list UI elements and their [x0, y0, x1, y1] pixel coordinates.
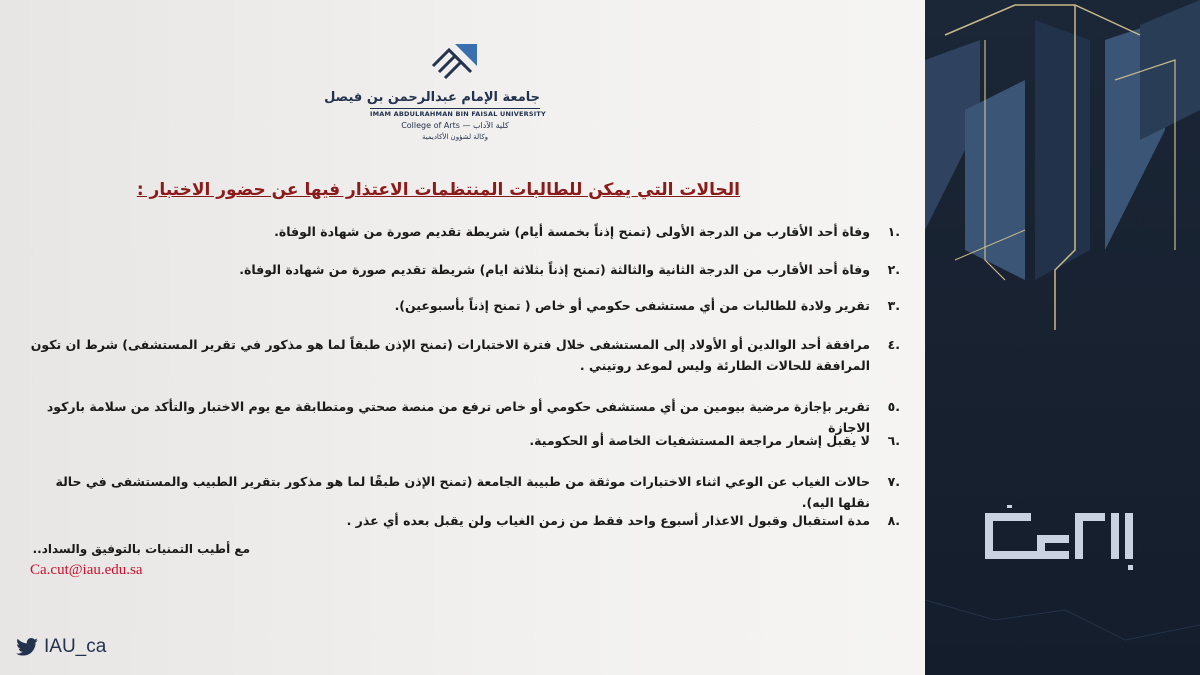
list-item: تقرير بإجازة مرضية بيومين من أي مستشفى حكومي أو خاص ترفع من منصة صحتي ومتطابقة مع يوم الاختبار والتأكد من سلامة باركود الاجازة: [46, 399, 870, 435]
college-name: College of Arts — كلية الآداب: [401, 121, 509, 130]
item-number: .٥: [887, 399, 900, 414]
item-number: .٤: [887, 337, 900, 352]
twitter-handle: IAU_ca: [44, 636, 107, 657]
item-number: .١: [887, 224, 900, 239]
list-item: وفاة أحد الأقارب من الدرجة الأولى (تمنح إذناً بخمسة أيام) شريطة تقديم صورة من شهادة الوفاة.: [274, 224, 870, 239]
list-item: مرافقة أحد الوالدين أو الأولاد إلى المستشفى خلال فترة الاختبارات (تمنح الإذن طبقاً لما هو مذكور في تقرير المستشفى) شرط ان تكون المرافقة للحالات الطارئة وليس لموعد روتيني .: [30, 337, 870, 373]
twitter-account[interactable]: [16, 636, 106, 658]
list-item: تقرير ولادة للطالبات من أي مستشفى حكومي أو خاص ( تمنح إذناً بأسبوعين).: [394, 298, 870, 313]
university-name-arabic: جامعة الإمام عبدالرحمن بن فيصل: [324, 90, 540, 105]
college-name-english: College of Arts: [401, 121, 460, 130]
announcement-label-graphic: [975, 505, 1155, 575]
side-panel: [925, 0, 1200, 675]
university-emblem-icon: [425, 40, 485, 86]
contact-email[interactable]: Ca.cut@iau.edu.sa: [30, 562, 143, 578]
list-item: لا يقبل إشعار مراجعة المستشفيات الخاصة أو الحكومية.: [529, 433, 870, 448]
academic-affairs-unit: وكالة لشؤون الأكاديمية: [421, 133, 489, 141]
item-number: .٢: [887, 262, 900, 277]
university-logo: [324, 40, 546, 150]
item-number: .٣: [887, 298, 900, 313]
list-item: وفاة أحد الأقارب من الدرجة الثانية والثالثة (تمنح إذناً بثلاثة ايام) شريطة تقديم صورة من شهادة الوفاة.: [239, 262, 870, 277]
list-item: حالات الغياب عن الوعي اثناء الاختبارات موثقة من طبيبة الجامعة (تمنح الإذن طبقًا لما هو مذكور بتقرير الطبيب والمستشفى في حالة نقلها اليه).: [55, 474, 870, 510]
twitter-bird-icon: [16, 638, 38, 656]
list-item: مدة استقبال وقبول الاعذار أسبوع واحد فقط من زمن الغياب ولن يقبل بعده أي عذر .: [346, 513, 870, 528]
announcement-title: الحالات التي يمكن للطالبات المنتظمات الاعتذار فيها عن حضور الاختبار :: [136, 180, 740, 200]
college-name-arabic: كلية الآداب: [473, 121, 509, 130]
item-number: .٧: [887, 474, 900, 489]
item-number: .٨: [887, 513, 900, 528]
item-number: .٦: [887, 433, 900, 448]
university-name-english: IMAM ABDULRAHMAN BIN FAISAL UNIVERSITY: [370, 110, 546, 118]
closing-wishes: مع أطيب التمنيات بالتوفيق والسداد..: [32, 542, 250, 556]
